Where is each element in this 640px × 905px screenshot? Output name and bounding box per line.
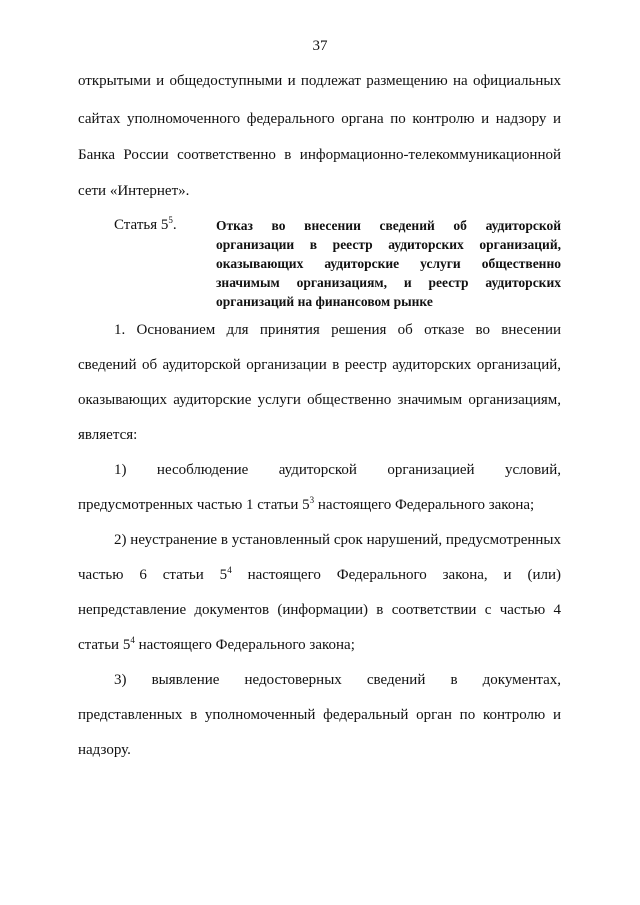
item3-line-3: надзору. <box>78 742 131 758</box>
article-label-sup: 5 <box>168 215 173 225</box>
para1-line-1: 1. Основанием для принятия решения об отказе во внесении <box>114 322 561 338</box>
item1-line-2-rest: настоящего Федерального закона; <box>314 497 535 513</box>
intro-line-1: открытыми и общедоступными и подлежат размещению на официальных <box>78 73 561 89</box>
article-title-line-3: оказывающих аудиторские услуги общественно <box>216 256 561 271</box>
item2-line-3: непредставление документов (информации) в соответствии с частью 4 <box>78 602 561 618</box>
article-label-text: Статья 5 <box>114 217 169 233</box>
para1-line-4: является: <box>78 427 138 443</box>
article-title <box>216 216 561 311</box>
item2-line-4-rest: настоящего Федерального закона; <box>134 637 355 653</box>
item1-line-1: 1) несоблюдение аудиторской организацией условий, <box>114 462 561 478</box>
article-label-suffix: . <box>172 217 177 233</box>
item3-line-2: представленных в уполномоченный федеральный орган по контролю и <box>78 707 561 723</box>
item2-line-2-sup: 4 <box>227 565 232 575</box>
para1-line-2: сведений об аудиторской организации в реестр аудиторских организаций, <box>78 357 561 373</box>
item2-line-4 <box>78 636 561 654</box>
item1-line-2-sup: 3 <box>309 495 315 505</box>
article-title-line-4: значимым организациям, и реестр аудиторских <box>216 275 561 290</box>
item2-line-2-rest: настоящего Федерального закона, и (или) <box>231 567 561 583</box>
item1-line-2-text: предусмотренных частью 1 статьи 5 <box>78 497 310 513</box>
item2-line-1: 2) неустранение в установленный срок нарушений, предусмотренных <box>114 532 561 548</box>
article-title-line-2: организации в реестр аудиторских организаций, <box>216 237 561 252</box>
article-title-line-1: Отказ во внесении сведений об аудиторской <box>216 218 561 233</box>
item2-line-2 <box>78 566 561 584</box>
item3-line-1: 3) выявление недостоверных сведений в документах, <box>114 672 561 688</box>
item2-line-4-text: статьи 5 <box>78 637 131 653</box>
item2-line-4-sup: 4 <box>130 635 135 645</box>
intro-line-3: Банка России соответственно в информационно-телекоммуникационной <box>78 147 561 163</box>
para1-line-3: оказывающих аудиторские услуги общественно значимым организациям, <box>78 392 561 408</box>
article-title-line-5: организаций на финансовом рынке <box>216 294 433 309</box>
article-label <box>114 216 177 234</box>
intro-line-2: сайтах уполномоченного федерального органа по контролю и надзору и <box>78 111 561 127</box>
item2-line-2-text: частью 6 статьи 5 <box>78 567 228 583</box>
page-number: 37 <box>312 38 328 54</box>
intro-line-4: сети «Интернет». <box>78 183 190 199</box>
item1-line-2 <box>78 496 561 514</box>
